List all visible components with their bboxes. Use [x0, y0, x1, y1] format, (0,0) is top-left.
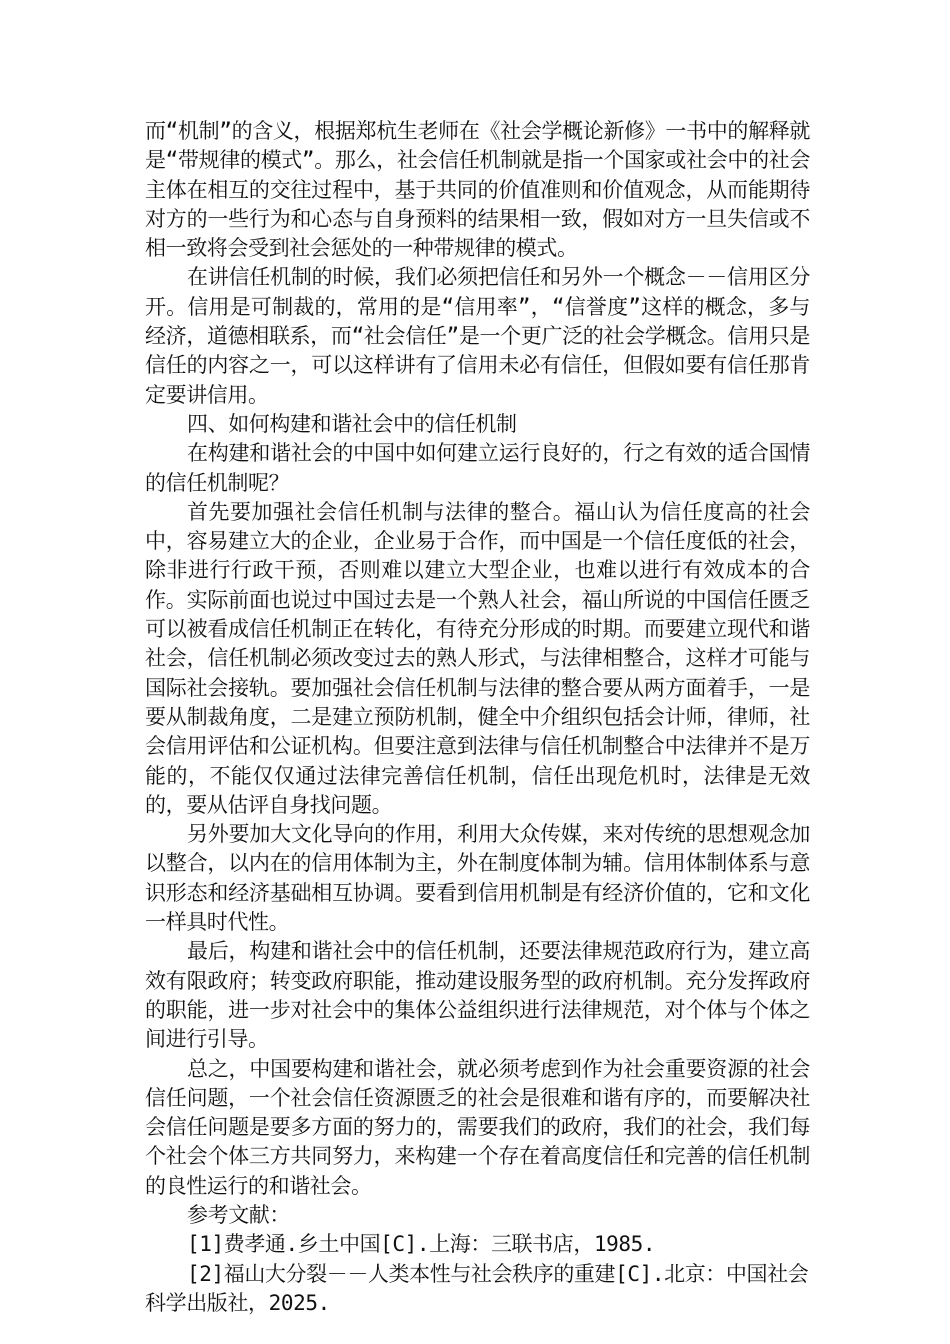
paragraph-government-role: 最后，构建和谐社会中的信任机制，还要法律规范政府行为，建立高效有限政府；转变政府职能，推动建设服务型的政府机制。充分发挥政府的职能，进一步对社会中的集体公益组织进行法律规范，对个体与个体之间进行引导。	[145, 939, 810, 1052]
document-page	[145, 117, 810, 1318]
paragraph-credit-vs-trust: 在讲信任机制的时候，我们必须把信任和另外一个概念－－信用区分开。信用是可制裁的，常用的是“信用率”，“信誉度”这样的概念，多与经济，道德相联系，而“社会信任”是一个更广泛的社会学概念。信用只是信任的内容之一，可以这样讲有了信用未必有信任，但假如要有信任那肯定要讲信用。	[145, 265, 810, 407]
references-heading: 参考文献：	[187, 1202, 290, 1227]
paragraph-conclusion: 总之，中国要构建和谐社会，就必须考虑到作为社会重要资源的社会信任问题，一个社会信任资源匮乏的社会是很难和谐有序的，而要解决社会信任问题是要多方面的努力的，需要我们的政府，我们的社会，我们每个社会个体三方共同努力，来构建一个存在着高度信任和完善的信任机制的良性运行的和谐社会。	[145, 1056, 810, 1198]
reference-item-1: [1]费孝通.乡土中国[C].上海：三联书店，1985.	[187, 1232, 656, 1257]
reference-item-2: [2]福山大分裂－－人类本性与社会秩序的重建[C].北京：中国社会科学出版社，2025.	[145, 1261, 809, 1315]
paragraph-question: 在构建和谐社会的中国中如何建立运行良好的，行之有效的适合国情的信任机制呢？	[145, 441, 810, 495]
paragraph-mechanism-definition: 而“机制”的含义，根据郑杭生老师在《社会学概论新修》一书中的解释就是“带规律的模式”。那么，社会信任机制就是指一个国家或社会中的社会主体在相互的交往过程中，基于共同的价值准则和价值观念，从而能期待对方的一些行为和心态与自身预料的结果相一致，假如对方一旦失信或不相一致将会受到社会惩处的一种带规律的模式。	[145, 119, 810, 261]
section-heading-4: 四、如何构建和谐社会中的信任机制	[187, 411, 517, 436]
paragraph-culture-guidance: 另外要加大文化导向的作用，利用大众传媒，来对传统的思想观念加以整合，以内在的信用体制为主，外在制度体制为辅。信用体制体系与意识形态和经济基础相互协调。要看到信用机制是有经济价值的，它和文化一样具时代性。	[145, 822, 810, 935]
paragraph-law-integration: 首先要加强社会信任机制与法律的整合。福山认为信任度高的社会中，容易建立大的企业，企业易于合作，而中国是一个信任度低的社会，除非进行行政干预，否则难以建立大型企业，也难以进行有效成本的合作。实际前面也说过中国过去是一个熟人社会，福山所说的中国信任匮乏可以被看成信任机制正在转化，有待充分形成的时期。而要建立现代和谐社会，信任机制必须改变过去的熟人形式，与法律相整合，这样才可能与国际社会接轨。要加强社会信任机制与法律的整合要从两方面着手，一是要从制裁角度，二是建立预防机制，健全中介组织包括会计师，律师，社会信用评估和公证机构。但要注意到法律与信任机制整合中法律并不是万能的，不能仅仅通过法律完善信任机制，信任出现危机时，法律是无效的，要从估评自身找问题。	[145, 499, 810, 817]
